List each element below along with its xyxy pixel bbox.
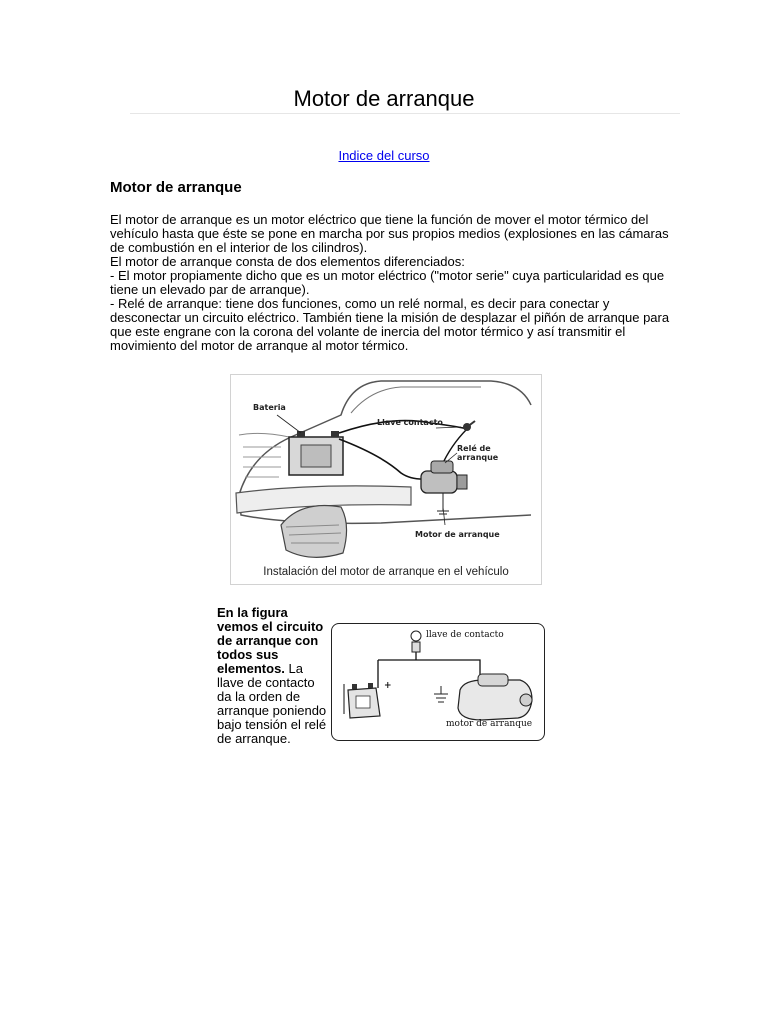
starter-circuit-figure	[331, 623, 545, 741]
paragraph-line: El motor de arranque es un motor eléctrico que tiene la función de mover el motor térmico del vehículo hasta que éste se pone en marcha por sus propios medios (explosiones en las cámaras de combustión en el interior de los cilindros).	[110, 212, 669, 255]
ignition-key-label: llave de contacto	[426, 630, 504, 640]
ignition-switch-label: Llave contacto	[377, 418, 443, 427]
starter-motor-label-2: motor de arranque	[446, 719, 533, 729]
page-title: Motor de arranque	[293, 86, 475, 111]
paragraph-line: - Relé de arranque: tiene dos funciones, como un relé normal, es decir para conectar y desconectar un circuito eléctrico. También tiene la misión de desplazar el piñón de arranque para que este engrane con la corona del volante de inercia del motor térmico y así transmitir el movimiento del motor de arranque al motor térmico.	[110, 296, 670, 353]
paragraph-line: El motor de arranque consta de dos elementos diferenciados:	[110, 254, 465, 269]
starter-motor-label: Motor de arranque	[415, 530, 500, 539]
relay-label-line1: Relé de	[457, 444, 491, 453]
starter-installation-figure	[230, 374, 542, 585]
course-index-link-container	[0, 148, 768, 163]
title-divider	[130, 113, 680, 114]
course-index-link[interactable]: Indice del curso	[338, 148, 430, 163]
section-heading: Motor de arranque	[110, 179, 242, 196]
section-body	[110, 213, 670, 353]
positive-terminal-label: +	[384, 681, 392, 691]
relay-label-line2: arranque	[457, 453, 499, 462]
circuit-description	[217, 606, 329, 746]
circuit-description-normal: La llave de contacto da la orden de arranque poniendo bajo tensión el relé de arranque.	[217, 661, 327, 746]
battery-label: Bateria	[253, 403, 286, 412]
circuit-description-bold: En la figura vemos el circuito de arranque con todos sus elementos.	[217, 605, 324, 676]
figure-caption: Instalación del motor de arranque en el vehículo	[263, 566, 509, 578]
paragraph-line: - El motor propiamente dicho que es un motor eléctrico ("motor serie" cuya particularidad es que tiene un elevado par de arranque).	[110, 268, 665, 297]
